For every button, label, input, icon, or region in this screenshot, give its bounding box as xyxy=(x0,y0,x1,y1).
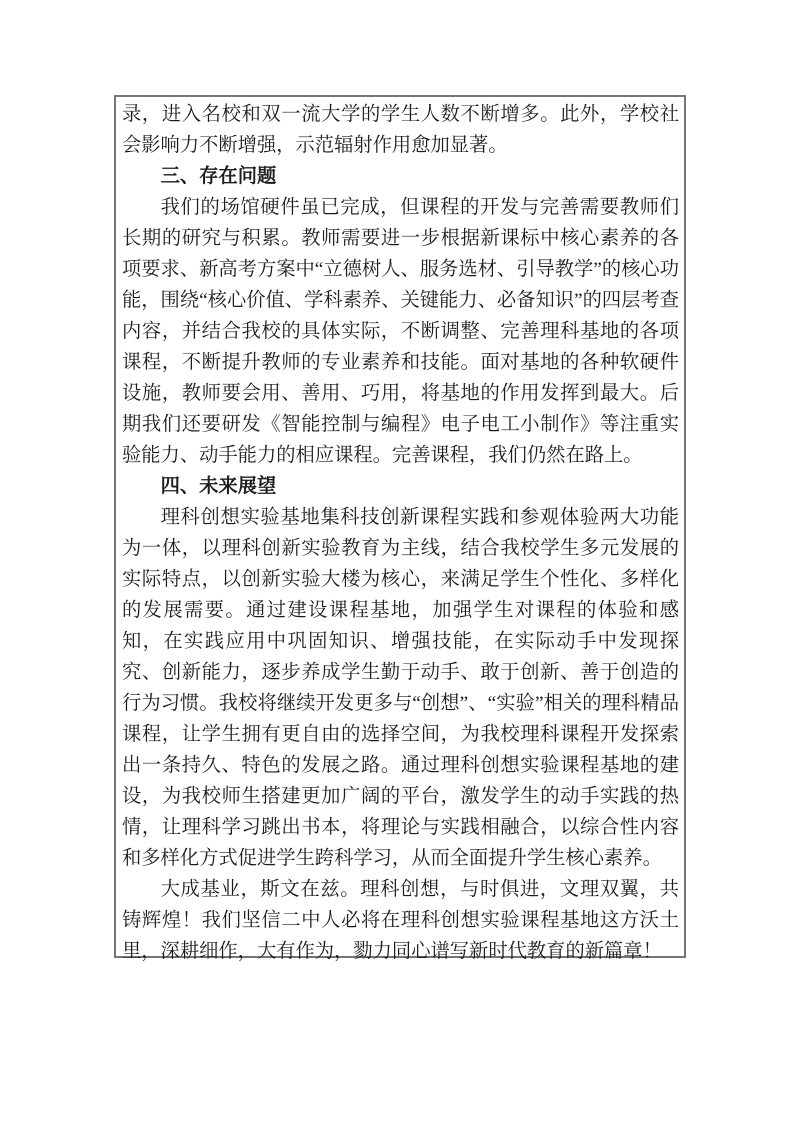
section-heading-future-outlook: 四、未来展望 xyxy=(160,476,277,497)
table-cell xyxy=(114,95,686,962)
paragraph-closing: 大成基业，斯文在兹。理科创想，与时俱进，文理双翼，共铸辉煌！我们坚信二中人必将在理科创想实验课程基地这方沃土里，深耕细作，大有作为，勠力同心谱写新时代教育的新篇章！ xyxy=(122,879,679,962)
paragraph-problems-body: 我们的场馆硬件虽已完成，但课程的开发与完善需要教师们长期的研究与积累。教师需要进一步根据新课标中核心素养的各项要求、新高考方案中“立德树人、服务选材、引导教学”的核心功能，围绕“核心价值、学科素养、关键能力、必备知识”的四层考查内容，并结合我校的具体实际，不断调整、完善理科基地的各项课程，不断提升教师的专业素养和技能。面对基地的各种软硬件设施，教师要会用、善用、巧用，将基地的作用发挥到最大。后期我们还要研发《智能控制与编程》电子电工小制作》等注重实验能力、动手能力的相应课程。完善课程，我们仍然在路上。 xyxy=(122,197,679,466)
paragraph-future-outlook-body: 理科创想实验基地集科技创新课程实践和参观体验两大功能为一体，以理科创新实验教育为主线，结合我校学生多元发展的实际特点，以创新实验大楼为核心，来满足学生个性化、多样化的发展需要。通过建设课程基地，加强学生对课程的体验和感知，在实践应用中巩固知识、增强技能，在实际动手中发现探究、创新能力，逐步养成学生勤于动手、敢于创新、善于创造的行为习惯。我校将继续开发更多与“创想”、“实验”相关的理科精品课程，让学生拥有更自由的选择空间，为我校理科课程开发探索出一条持久、特色的发展之路。通过理科创想实验课程基地的建设，为我校师生搭建更加广阔的平台，激发学生的动手实践的热情，让理科学习跳出书本，将理论与实践相融合，以综合性内容和多样化方式促进学生跨科学习，从而全面提升学生核心素养。 xyxy=(122,507,679,869)
paragraph-continuation: 录，进入名校和双一流大学的学生人数不断增多。此外，学校社会影响力不断增强，示范辐射作用愈加显著。 xyxy=(122,104,679,156)
section-heading-problems: 三、存在问题 xyxy=(160,166,277,187)
